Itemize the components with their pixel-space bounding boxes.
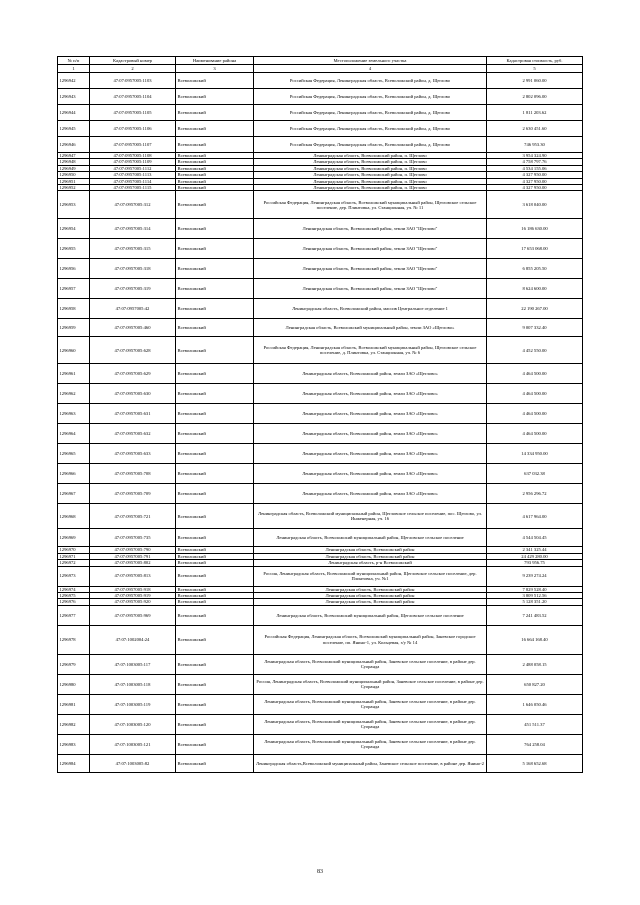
table-row bbox=[58, 121, 583, 137]
row-number-cell: 1296973 bbox=[58, 566, 90, 586]
district-name-cell: Всеволожский bbox=[176, 105, 254, 121]
row-number-cell: 1296976 bbox=[58, 599, 90, 605]
table-row bbox=[58, 674, 583, 694]
location-cell: Ленинградская область, Всеволожский район, земли ЗАО «Щеглово» bbox=[254, 364, 487, 384]
cadastral-number-cell: 47:07:0957005:318 bbox=[90, 259, 176, 279]
cadastral-number-cell: 47:07:0957005:735 bbox=[90, 529, 176, 547]
district-name-cell: Всеволожский bbox=[176, 185, 254, 191]
row-number-cell: 1296958 bbox=[58, 299, 90, 319]
cadastral-cost-cell: 2 488 058.15 bbox=[487, 654, 583, 674]
table-row bbox=[58, 279, 583, 299]
cadastral-cost-cell: 4 327 950.00 bbox=[487, 172, 583, 178]
cadastral-cost-cell: 4 544 504.45 bbox=[487, 529, 583, 547]
row-number-cell: 1296965 bbox=[58, 444, 90, 464]
row-number-cell: 1296978 bbox=[58, 625, 90, 654]
page-number: 83 bbox=[317, 869, 323, 875]
table-row bbox=[58, 754, 583, 772]
row-number-cell: 1296947 bbox=[58, 153, 90, 159]
table-row bbox=[58, 319, 583, 337]
row-number-cell: 1296950 bbox=[58, 172, 90, 178]
cadastral-number-cell: 47:07:0957005:918 bbox=[90, 586, 176, 592]
row-number-cell: 1296961 bbox=[58, 364, 90, 384]
location-cell: Ленинградская область, Всеволожский район bbox=[254, 593, 487, 599]
row-number-cell: 1296942 bbox=[58, 73, 90, 89]
cadastral-cost-cell: 4 327 950.00 bbox=[487, 185, 583, 191]
cadastral-number-cell: 47:07:0957005:1107 bbox=[90, 137, 176, 153]
location-cell: Ленинградская область, Всеволожский район bbox=[254, 599, 487, 605]
header-location: Местоположение земельного участка bbox=[254, 57, 487, 65]
table-row bbox=[58, 73, 583, 89]
cadastral-number-cell: 47:07:0957005:1104 bbox=[90, 89, 176, 105]
table-body bbox=[58, 73, 583, 773]
district-name-cell: Всеволожский bbox=[176, 654, 254, 674]
row-number-cell: 1296984 bbox=[58, 754, 90, 772]
table-row bbox=[58, 694, 583, 714]
district-name-cell: Всеволожский bbox=[176, 178, 254, 184]
location-cell: Ленинградская область, Всеволожский муниципальный район, Щегловское сельское поселение bbox=[254, 529, 487, 547]
location-cell: Ленинградская область, Всеволожский район, земли ЗАО "Щеглово" bbox=[254, 259, 487, 279]
district-name-cell: Всеволожский bbox=[176, 694, 254, 714]
cadastral-number-cell: 47:07:1003005:121 bbox=[90, 734, 176, 754]
cadastral-number-cell: 47:07:0957005:709 bbox=[90, 484, 176, 504]
row-number-cell: 1296962 bbox=[58, 384, 90, 404]
table-row bbox=[58, 191, 583, 219]
row-number-cell: 1296977 bbox=[58, 605, 90, 625]
table-row bbox=[58, 259, 583, 279]
cadastral-cost-cell: 7 829 528.40 bbox=[487, 586, 583, 592]
cadastral-number-cell: 47:07:0957005:813 bbox=[90, 566, 176, 586]
cadastral-cost-cell: 746 953.30 bbox=[487, 137, 583, 153]
cadastral-number-cell: 47:07:0957005:1103 bbox=[90, 73, 176, 89]
cadastral-number-cell: 47:07:0957005:319 bbox=[90, 279, 176, 299]
location-cell: Ленинградская область, Всеволожский район, земли ЗАО "Щеглово" bbox=[254, 279, 487, 299]
cadastral-number-cell: 47:07:1003005:82 bbox=[90, 754, 176, 772]
cadastral-cost-cell: 24 429 280.00 bbox=[487, 553, 583, 559]
location-cell: Ленинградская область, Всеволожский район, п. Щеглово bbox=[254, 165, 487, 171]
district-name-cell: Всеволожский bbox=[176, 137, 254, 153]
table-row bbox=[58, 384, 583, 404]
location-cell: Ленинградская область, Всеволожский район, земли ЗАО «Щеглово» bbox=[254, 424, 487, 444]
cadastral-number-cell: 47:07:0957005:802 bbox=[90, 560, 176, 566]
location-cell: Ленинградская область, Всеволожский муниципальный район, Заневское сельское поселение, в районе дер. Суоранда bbox=[254, 734, 487, 754]
row-number-cell: 1296980 bbox=[58, 674, 90, 694]
cadastral-cost-cell: 8 624 600.00 bbox=[487, 279, 583, 299]
location-cell: Ленинградская область, Всеволожский район, земли ЗАО "Щеглово" bbox=[254, 239, 487, 259]
row-number-cell: 1296952 bbox=[58, 185, 90, 191]
district-name-cell: Всеволожский bbox=[176, 279, 254, 299]
cadastral-cost-cell: 3 618 040.00 bbox=[487, 191, 583, 219]
cadastral-number-cell: 47:07:0957005:633 bbox=[90, 444, 176, 464]
cadastral-cost-cell: 2 991 060.00 bbox=[487, 73, 583, 89]
location-cell: Ленинградская область, Всеволожский район, п. Щеглово bbox=[254, 178, 487, 184]
district-name-cell: Всеволожский bbox=[176, 191, 254, 219]
cadastral-number-cell: 47:07:1003005:117 bbox=[90, 654, 176, 674]
district-name-cell: Всеволожский bbox=[176, 464, 254, 484]
district-name-cell: Всеволожский bbox=[176, 560, 254, 566]
cadastral-number-cell: 47:07:0957005:1112 bbox=[90, 165, 176, 171]
cadastral-value-table bbox=[57, 56, 583, 773]
header-num: № п/п bbox=[58, 57, 90, 65]
cadastral-number-cell: 47:07:0957005:632 bbox=[90, 424, 176, 444]
location-cell: Ленинградская область, Всеволожский район, п. Щеглово bbox=[254, 172, 487, 178]
district-name-cell: Всеволожский bbox=[176, 239, 254, 259]
location-cell: Ленинградская область, Всеволожский муниципальный район, Заневское сельское поселение, в районе дер. Суоранда bbox=[254, 694, 487, 714]
district-name-cell: Всеволожский bbox=[176, 484, 254, 504]
cadastral-number-cell: 47:07:0957005:919 bbox=[90, 593, 176, 599]
row-number-cell: 1296969 bbox=[58, 529, 90, 547]
cadastral-number-cell: 47:07:0957005:920 bbox=[90, 599, 176, 605]
location-cell: Ленинградская область, Всеволожский район, п. Щеглово bbox=[254, 185, 487, 191]
location-cell: Российская Федерация, Ленинградская область, Всеволожский район, д. Щеглово bbox=[254, 89, 487, 105]
location-cell: Ленинградская область, Всеволожский район, земли ЗАО «Щеглово» bbox=[254, 404, 487, 424]
cadastral-cost-cell: 2 341 325.44 bbox=[487, 547, 583, 553]
cadastral-cost-cell: 7 241 483.52 bbox=[487, 605, 583, 625]
row-number-cell: 1296974 bbox=[58, 586, 90, 592]
header-row bbox=[58, 57, 583, 65]
district-name-cell: Всеволожский bbox=[176, 553, 254, 559]
cadastral-cost-cell: 637 032.38 bbox=[487, 464, 583, 484]
table-row bbox=[58, 625, 583, 654]
cadastral-number-cell: 47:07:0957005:1114 bbox=[90, 178, 176, 184]
cadastral-number-cell: 47:07:0957005:1105 bbox=[90, 105, 176, 121]
location-cell: Ленинградская область, Всеволожский муниципальный район, Заневское сельское поселение, в районе дер. Суоранда bbox=[254, 654, 487, 674]
cadastral-cost-cell: 1 811 203.62 bbox=[487, 105, 583, 121]
cadastral-cost-cell: 4 464 500.00 bbox=[487, 384, 583, 404]
location-cell: Ленинградская область, Всеволожский муниципальный район, Щегловское сельское поселение bbox=[254, 605, 487, 625]
row-number-cell: 1296983 bbox=[58, 734, 90, 754]
cadastral-number-cell: 47:07:0957005:708 bbox=[90, 464, 176, 484]
location-cell: Ленинградская область, Всеволожский район, п. Щеглово bbox=[254, 159, 487, 165]
table-row bbox=[58, 654, 583, 674]
cadastral-cost-cell: 451 511.37 bbox=[487, 714, 583, 734]
cadastral-number-cell: 47:07:0957005:1108 bbox=[90, 153, 176, 159]
cadastral-cost-cell: 17 653 068.00 bbox=[487, 239, 583, 259]
location-cell: Ленинградская область,Всеволожский муниципальный район, Заневское сельское поселение, в районе дер. Янино-2 bbox=[254, 754, 487, 772]
cadastral-number-cell: 47:07:0957005:628 bbox=[90, 337, 176, 364]
cadastral-cost-cell: 4 452 550.00 bbox=[487, 337, 583, 364]
table-row bbox=[58, 424, 583, 444]
row-number-cell: 1296949 bbox=[58, 165, 90, 171]
district-name-cell: Всеволожский bbox=[176, 734, 254, 754]
table-row bbox=[58, 219, 583, 239]
district-name-cell: Всеволожский bbox=[176, 89, 254, 105]
row-number-cell: 1296944 bbox=[58, 105, 90, 121]
location-cell: Российская Федерация, Ленинградская область, Всеволожский муниципальный район, Щегловское сельское поселение, дер. Плинтовка, ул. Станционная, уч. № 11 bbox=[254, 191, 487, 219]
row-number-cell: 1296975 bbox=[58, 593, 90, 599]
row-number-cell: 1296982 bbox=[58, 714, 90, 734]
row-number-cell: 1296960 bbox=[58, 337, 90, 364]
cadastral-cost-cell: 4 758 797.76 bbox=[487, 159, 583, 165]
cadastral-cost-cell: 6 855 205.50 bbox=[487, 259, 583, 279]
cadastral-cost-cell: 9 007 332.40 bbox=[487, 319, 583, 337]
district-name-cell: Всеволожский bbox=[176, 219, 254, 239]
header-number-5: 5 bbox=[487, 65, 583, 73]
table-row bbox=[58, 529, 583, 547]
row-number-cell: 1296959 bbox=[58, 319, 90, 337]
district-name-cell: Всеволожский bbox=[176, 754, 254, 772]
location-cell: Ленинградская область, Всеволожский район, земли ЗАО "Щеглово" bbox=[254, 219, 487, 239]
row-number-cell: 1296979 bbox=[58, 654, 90, 674]
cadastral-number-cell: 47:07:0957005:315 bbox=[90, 239, 176, 259]
location-cell: Российская Федерация, Ленинградская область, Всеволожский район, д. Щеглово bbox=[254, 105, 487, 121]
cadastral-number-cell: 47:07:0957005:630 bbox=[90, 384, 176, 404]
district-name-cell: Всеволожский bbox=[176, 159, 254, 165]
cadastral-number-cell: 47:07:0957005:1109 bbox=[90, 159, 176, 165]
row-number-cell: 1296964 bbox=[58, 424, 90, 444]
district-name-cell: Всеволожский bbox=[176, 504, 254, 529]
district-name-cell: Всеволожский bbox=[176, 319, 254, 337]
district-name-cell: Всеволожский bbox=[176, 424, 254, 444]
cadastral-number-cell: 47:07:1003005:118 bbox=[90, 674, 176, 694]
cadastral-cost-cell: 2 630 451.60 bbox=[487, 121, 583, 137]
cadastral-cost-cell: 4 464 500.00 bbox=[487, 364, 583, 384]
header-cost: Кадастровая стоимость, руб. bbox=[487, 57, 583, 65]
header-cadastral-number: Кадастровый номер bbox=[90, 57, 176, 65]
cadastral-number-cell: 47:07:0957005:629 bbox=[90, 364, 176, 384]
cadastral-number-cell: 47:07:0957005:42 bbox=[90, 299, 176, 319]
table-row bbox=[58, 337, 583, 364]
cadastral-cost-cell: 4 327 950.00 bbox=[487, 178, 583, 184]
row-number-cell: 1296955 bbox=[58, 239, 90, 259]
district-name-cell: Всеволожский bbox=[176, 364, 254, 384]
district-name-cell: Всеволожский bbox=[176, 529, 254, 547]
cadastral-cost-cell: 16 186 630.00 bbox=[487, 219, 583, 239]
cadastral-cost-cell: 2 956 296.72 bbox=[487, 484, 583, 504]
row-number-cell: 1296972 bbox=[58, 560, 90, 566]
district-name-cell: Всеволожский bbox=[176, 605, 254, 625]
table-row bbox=[58, 484, 583, 504]
location-cell: Россия, Ленинградская область, Всеволожский муниципальный район, Щегловское сельское поселение, дер. Плинтовка, уч. №1 bbox=[254, 566, 487, 586]
row-number-cell: 1296953 bbox=[58, 191, 90, 219]
header-number-row bbox=[58, 65, 583, 73]
table-row bbox=[58, 89, 583, 105]
cadastral-cost-cell: 3 809 512.56 bbox=[487, 593, 583, 599]
location-cell: Россия, Ленинградская область, Всеволожский муниципальный район, Заневское сельское поселение, в районе дер. Суоранда bbox=[254, 674, 487, 694]
table-row bbox=[58, 714, 583, 734]
cadastral-cost-cell: 764 258.04 bbox=[487, 734, 583, 754]
table-row bbox=[58, 105, 583, 121]
district-name-cell: Всеволожский bbox=[176, 299, 254, 319]
table-row bbox=[58, 504, 583, 529]
row-number-cell: 1296971 bbox=[58, 553, 90, 559]
cadastral-cost-cell: 5 128 351.20 bbox=[487, 599, 583, 605]
cadastral-number-cell: 47:07:0957005:460 bbox=[90, 319, 176, 337]
location-cell: Ленинградская область, Всеволожский муниципальный район, Щегловское сельское поселение, пос. Щеглово, ул. Инженерная, уч. 16 bbox=[254, 504, 487, 529]
row-number-cell: 1296968 bbox=[58, 504, 90, 529]
table-row bbox=[58, 566, 583, 586]
row-number-cell: 1296943 bbox=[58, 89, 90, 105]
location-cell: Ленинградская область, Всеволожский район, земли ЗАО «Щеглово» bbox=[254, 384, 487, 404]
location-cell: Ленинградская область, Всеволожский район bbox=[254, 553, 487, 559]
location-cell: Российская Федерация, Ленинградская область, Всеволожский район, д. Щеглово bbox=[254, 121, 487, 137]
row-number-cell: 1296957 bbox=[58, 279, 90, 299]
table-row bbox=[58, 444, 583, 464]
cadastral-cost-cell: 5 168 652.68 bbox=[487, 754, 583, 772]
table-row bbox=[58, 239, 583, 259]
cadastral-cost-cell: 4 534 155.06 bbox=[487, 165, 583, 171]
district-name-cell: Всеволожский bbox=[176, 259, 254, 279]
header-district: Наименование района bbox=[176, 57, 254, 65]
location-cell: Ленинградская область, р-н Всеволожский bbox=[254, 560, 487, 566]
location-cell: Российская Федерация, Ленинградская область, Всеволожский район, д. Щеглово bbox=[254, 73, 487, 89]
row-number-cell: 1296981 bbox=[58, 694, 90, 714]
cadastral-cost-cell: 22 190 267.00 bbox=[487, 299, 583, 319]
table-row bbox=[58, 605, 583, 625]
district-name-cell: Всеволожский bbox=[176, 73, 254, 89]
cadastral-cost-cell: 650 827.20 bbox=[487, 674, 583, 694]
location-cell: Российская Федерация, Ленинградская область, Всеволожский муниципальный район, Заневское городское поселение, пп. Янино-1, ул. Кольцевая, з/у № 14 bbox=[254, 625, 487, 654]
district-name-cell: Всеволожский bbox=[176, 121, 254, 137]
district-name-cell: Всеволожский bbox=[176, 586, 254, 592]
district-name-cell: Всеволожский bbox=[176, 674, 254, 694]
cadastral-cost-cell: 1 646 050.46 bbox=[487, 694, 583, 714]
location-cell: Ленинградская область, Всеволожский район, земли ЗАО «Щеглово» bbox=[254, 444, 487, 464]
district-name-cell: Всеволожский bbox=[176, 599, 254, 605]
district-name-cell: Всеволожский bbox=[176, 547, 254, 553]
cadastral-number-cell: 47:07:0957005:1106 bbox=[90, 121, 176, 137]
district-name-cell: Всеволожский bbox=[176, 625, 254, 654]
cadastral-number-cell: 47:07:1002004:24 bbox=[90, 625, 176, 654]
row-number-cell: 1296963 bbox=[58, 404, 90, 424]
cadastral-number-cell: 47:07:0957005:721 bbox=[90, 504, 176, 529]
row-number-cell: 1296946 bbox=[58, 137, 90, 153]
table-row bbox=[58, 734, 583, 754]
cadastral-number-cell: 47:07:0957005:790 bbox=[90, 547, 176, 553]
district-name-cell: Всеволожский bbox=[176, 714, 254, 734]
cadastral-cost-cell: 9 239 274.24 bbox=[487, 566, 583, 586]
cadastral-number-cell: 47:07:0957005:631 bbox=[90, 404, 176, 424]
district-name-cell: Всеволожский bbox=[176, 384, 254, 404]
row-number-cell: 1296966 bbox=[58, 464, 90, 484]
district-name-cell: Всеволожский bbox=[176, 153, 254, 159]
cadastral-number-cell: 47:07:0957005:791 bbox=[90, 553, 176, 559]
row-number-cell: 1296948 bbox=[58, 159, 90, 165]
district-name-cell: Всеволожский bbox=[176, 337, 254, 364]
location-cell: Ленинградская область, Всеволожский муниципальный район, земли ЗАО «Щеглово» bbox=[254, 319, 487, 337]
cadastral-number-cell: 47:07:0957005:312 bbox=[90, 191, 176, 219]
location-cell: Ленинградская область, Всеволожский район, земли ЗАО «Щеглово» bbox=[254, 484, 487, 504]
cadastral-number-cell: 47:07:0957005:969 bbox=[90, 605, 176, 625]
row-number-cell: 1296970 bbox=[58, 547, 90, 553]
district-name-cell: Всеволожский bbox=[176, 404, 254, 424]
location-cell: Ленинградская область, Всеволожский район, земли ЗАО «Щеглово» bbox=[254, 464, 487, 484]
location-cell: Ленинградская область, Всеволожский район, п. Щеглово bbox=[254, 153, 487, 159]
district-name-cell: Всеволожский bbox=[176, 593, 254, 599]
cadastral-number-cell: 47:07:0957005:314 bbox=[90, 219, 176, 239]
location-cell: Ленинградская область, Всеволожский район bbox=[254, 586, 487, 592]
district-name-cell: Всеволожский bbox=[176, 444, 254, 464]
cadastral-number-cell: 47:07:0957005:1113 bbox=[90, 172, 176, 178]
row-number-cell: 1296954 bbox=[58, 219, 90, 239]
cadastral-cost-cell: 16 664 168.40 bbox=[487, 625, 583, 654]
cadastral-number-cell: 47:07:1003005:120 bbox=[90, 714, 176, 734]
table-row bbox=[58, 299, 583, 319]
table-row bbox=[58, 404, 583, 424]
header-number-1: 1 bbox=[58, 65, 90, 73]
district-name-cell: Всеволожский bbox=[176, 566, 254, 586]
cadastral-cost-cell: 4 617 964.00 bbox=[487, 504, 583, 529]
district-name-cell: Всеволожский bbox=[176, 172, 254, 178]
row-number-cell: 1296956 bbox=[58, 259, 90, 279]
cadastral-cost-cell: 14 334 950.00 bbox=[487, 444, 583, 464]
cadastral-cost-cell: 4 464 500.00 bbox=[487, 424, 583, 444]
location-cell: Ленинградская область, Всеволожский район, массив Центральное отделение 1 bbox=[254, 299, 487, 319]
table-row bbox=[58, 464, 583, 484]
cadastral-cost-cell: 2 802 096.00 bbox=[487, 89, 583, 105]
header-number-2: 2 bbox=[90, 65, 176, 73]
table-row bbox=[58, 364, 583, 384]
cadastral-number-cell: 47:07:0957005:1115 bbox=[90, 185, 176, 191]
header-number-4: 4 bbox=[254, 65, 487, 73]
table-row bbox=[58, 137, 583, 153]
row-number-cell: 1296951 bbox=[58, 178, 90, 184]
cadastral-number-cell: 47:07:1003005:119 bbox=[90, 694, 176, 714]
row-number-cell: 1296967 bbox=[58, 484, 90, 504]
row-number-cell: 1296945 bbox=[58, 121, 90, 137]
location-cell: Ленинградская область, Всеволожский муниципальный район, Заневское сельское поселение, в районе дер. Суоранда bbox=[254, 714, 487, 734]
cadastral-cost-cell: 4 464 500.00 bbox=[487, 404, 583, 424]
location-cell: Российская Федерация, Ленинградская область, Всеволожский муниципальный район, Щегловское сельское поселение, д. Плинтовка, ул. Станционная, уч. № 6 bbox=[254, 337, 487, 364]
cadastral-cost-cell: 3 954 324.90 bbox=[487, 153, 583, 159]
location-cell: Ленинградская область, Всеволожский район bbox=[254, 547, 487, 553]
location-cell: Российская Федерация, Ленинградская область, Всеволожский район, д. Щеглово bbox=[254, 137, 487, 153]
cadastral-cost-cell: 793 956.75 bbox=[487, 560, 583, 566]
header-number-3: 3 bbox=[176, 65, 254, 73]
district-name-cell: Всеволожский bbox=[176, 165, 254, 171]
